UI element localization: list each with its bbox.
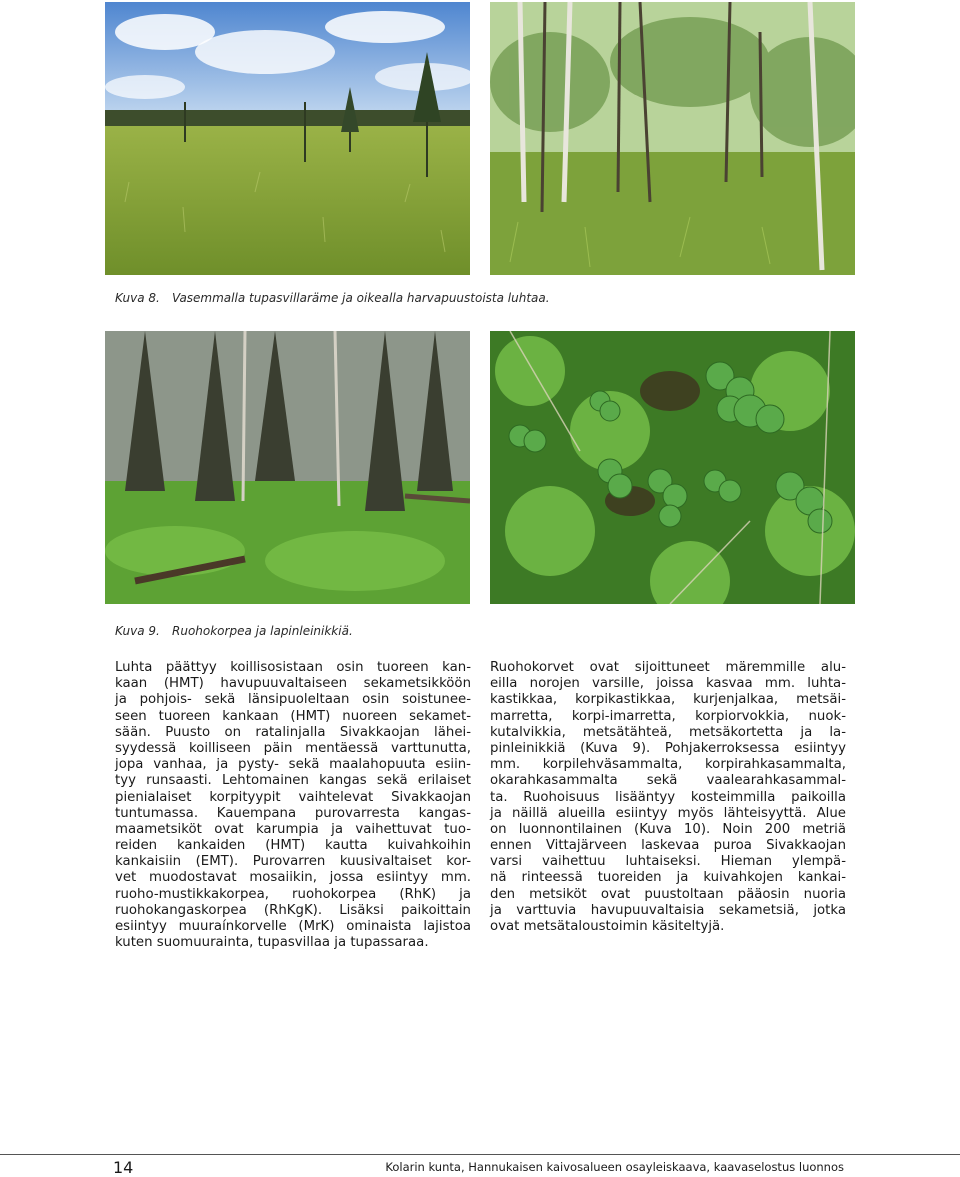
photo-birch-meadow (490, 2, 855, 275)
caption-text: Ruohokorpea ja lapinleinikkiä. (172, 624, 353, 638)
body-text-line: eilla norojen varsille, joissa kasvaa mm. luhta- (490, 676, 846, 692)
body-text-line: esiintyy muuraínkorvelle (MrK) ominaista lajistoa (115, 919, 471, 934)
body-text-line: Ruohokorvet ovat sijoittuneet märemmille alu- (490, 660, 846, 675)
page-number: 14 (113, 1158, 134, 1177)
body-text-line: ta. Ruohoisuus lisääntyy kosteimmilla paikoilla (490, 789, 846, 805)
body-column-right (490, 660, 846, 935)
footer-title: Kolarin kunta, Hannukaisen kaivosalueen osayleiskaava, kaavaselostus luonnos (385, 1160, 844, 1174)
bog-image (105, 2, 470, 275)
photo-bog (105, 2, 470, 275)
spruce-swamp-image (105, 331, 470, 604)
body-text-line: maametsiköt ovat karumpia ja vaihettuvat tuo- (115, 821, 471, 837)
body-text-line: syydessä koilliseen päin mentäessä varttunutta, (115, 740, 471, 756)
body-text-line: tyy runsaasti. Lehtomainen kangas sekä erilaiset (115, 773, 471, 789)
body-text-line: kuten suomuurainta, tupasvillaa ja tupassaraa. (115, 935, 429, 951)
body-text-line: marretta, korpi-imarretta, korpiorvokkia, nuok- (490, 708, 846, 724)
birch-meadow-image (490, 2, 855, 275)
body-text-line: mm. korpilehväsammalta, korpirahkasammalta, (490, 757, 846, 773)
buttercup-moss-image (490, 331, 855, 604)
body-text-line: jopa vanhaa, ja pysty- sekä maalahopuuta esiin- (115, 757, 471, 773)
body-text-line: ruoho-mustikkakorpea, ruohokorpea (RhK) ja (115, 886, 471, 902)
body-text-line: varsi vaihettuu luhtaiseksi. Hieman ylempä- (490, 854, 846, 870)
body-text-line: ruohokangaskorpea (RhKgK). Lisäksi paikoittain (115, 902, 471, 918)
body-text-line: on luonnontilainen (Kuva 10). Noin 200 metriä (490, 821, 846, 837)
caption-number: Kuva 8. (115, 291, 160, 305)
body-text-line: okarahkasammalta sekä vaalearahkasammal- (490, 773, 846, 789)
body-text-line: seen tuoreen kankaan (HMT) nuoreen sekamet- (115, 708, 471, 724)
figure-caption-kuva-8 (115, 291, 550, 305)
caption-number: Kuva 9. (115, 624, 160, 638)
body-text-line: Luhta päättyy koillisosistaan osin tuoreen kan- (115, 660, 471, 675)
body-text-line: reiden kankaiden (HMT) kautta kuivahkoihin (115, 838, 471, 854)
figure-caption-kuva-9 (115, 624, 353, 638)
body-text-line: kankaisiin (EMT). Purovarren kuusivaltaiset kor- (115, 854, 471, 870)
body-column-left (115, 660, 471, 951)
body-text-line: sään. Puusto on ratalinjalla Sivakkaojan lähei- (115, 724, 471, 740)
body-text-line: ovat metsätaloustoimin käsiteltyjä. (490, 919, 725, 934)
body-text-line: pienialaiset korpityypit vaihtelevat Sivakkaojan (115, 789, 471, 805)
body-text-line: kutalvikkia, metsätähteä, metsäkortetta ja la- (490, 724, 846, 740)
body-text-line: kastikkaa, korpikastikkaa, kurjenjalkaa, metsäi- (490, 692, 846, 708)
body-text-line: ja pohjois- sekä länsipuoleltaan osin soistunee- (115, 692, 471, 708)
photo-spruce-swamp (105, 331, 470, 604)
caption-text: Vasemmalla tupasvillaräme ja oikealla harvapuustoista luhtaa. (172, 291, 550, 305)
body-text-line: ja varttuvia havupuuvaltaisia sekametsiä, jotka (490, 902, 846, 918)
body-text-line: kaan (HMT) havupuuvaltaiseen sekametsikköön (115, 676, 471, 692)
body-text-line: pinleinikkiä (Kuva 9). Pohjakerroksessa esiintyy (490, 740, 846, 756)
photo-buttercup-moss (490, 331, 855, 604)
body-text-line: nä rinteessä tuoreiden ja kuivahkojen kankai- (490, 870, 846, 886)
body-text-line: tuntumassa. Kauempana purovarresta kangas- (115, 805, 471, 821)
footer-rule (0, 1154, 960, 1155)
body-text-line: vet muodostavat mosaiikin, jossa esiintyy mm. (115, 870, 471, 886)
body-text-line: ennen Vittajärveen laskevaa puroa Sivakkaojan (490, 838, 846, 854)
body-text-line: den metsiköt ovat puustoltaan pääosin nuoria (490, 886, 846, 902)
body-text-line: ja näillä alueilla esiintyy myös lähteisyyttä. Alue (490, 805, 846, 821)
